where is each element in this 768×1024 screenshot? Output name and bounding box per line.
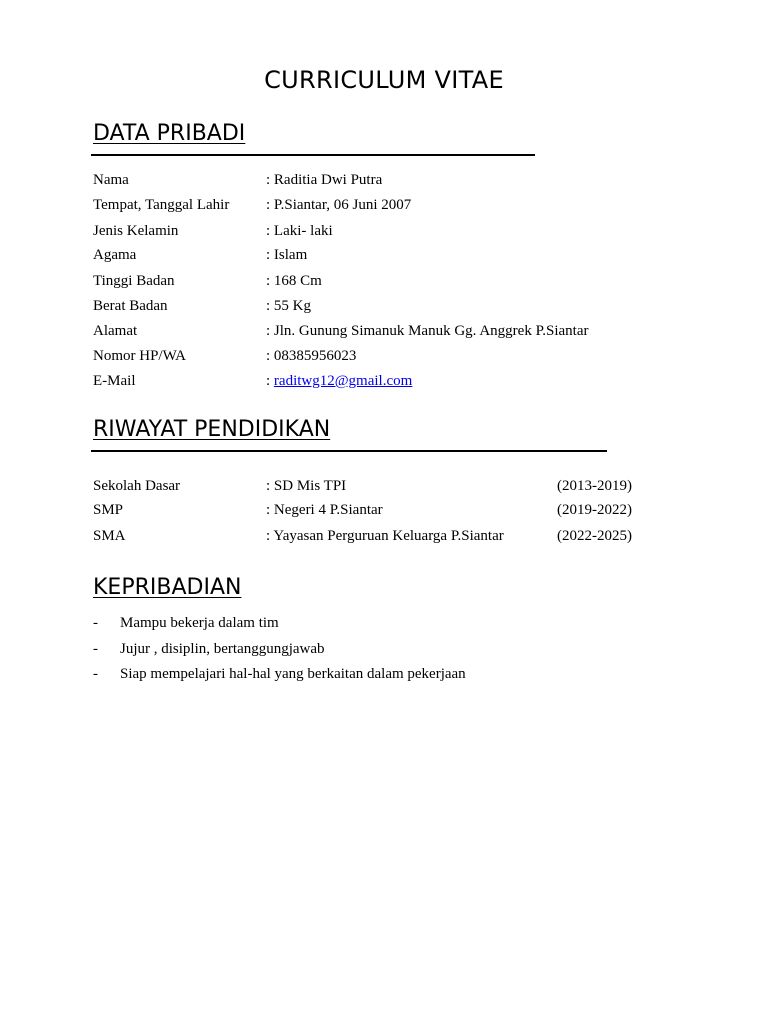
field-value (266, 372, 412, 390)
document-title: CURRICULUM VITAE (264, 66, 504, 94)
field-value: : 55 Kg (266, 298, 311, 314)
bullet-dash: - (93, 615, 98, 631)
field-label: Tempat, Tanggal Lahir (93, 197, 230, 213)
field-value: : Islam (266, 247, 308, 263)
field-label: E-Mail (93, 373, 136, 389)
field-label: Berat Badan (93, 298, 168, 314)
field-label: Tinggi Badan (93, 273, 175, 289)
list-item-text: Siap mempelajari hal-hal yang berkaitan dalam pekerjaan (120, 666, 466, 682)
bullet-dash: - (93, 641, 98, 657)
field-value: : P.Siantar, 06 Juni 2007 (266, 197, 412, 213)
field-value: : 08385956023 (266, 348, 357, 364)
education-level: Sekolah Dasar (93, 478, 181, 494)
field-value: : Jln. Gunung Simanuk Manuk Gg. Anggrek P.Siantar (266, 323, 589, 339)
bullet-dash: - (93, 666, 98, 682)
field-value: : Laki- laki (266, 223, 333, 239)
email-link[interactable]: raditwg12@gmail.com (273, 373, 413, 389)
education-level: SMP (93, 502, 124, 518)
field-value: : Raditia Dwi Putra (266, 172, 383, 188)
education-level: SMA (93, 528, 126, 544)
list-item-text: Mampu bekerja dalam tim (120, 615, 279, 631)
field-label: Agama (93, 247, 137, 263)
field-label: Jenis Kelamin (93, 223, 179, 239)
section-divider (91, 450, 607, 452)
section-divider (91, 154, 535, 156)
section-heading-education: RIWAYAT PENDIDIKAN (93, 417, 331, 442)
education-school: : Negeri 4 P.Siantar (266, 502, 383, 518)
field-label: Alamat (93, 323, 138, 339)
education-school: : SD Mis TPI (266, 478, 347, 494)
field-value: : 168 Cm (266, 273, 322, 289)
field-label: Nomor HP/WA (93, 348, 186, 364)
email-colon: : (266, 373, 274, 389)
field-label: Nama (93, 172, 129, 188)
education-years: (2013-2019) (557, 478, 632, 494)
education-school: : Yayasan Perguruan Keluarga P.Siantar (266, 528, 504, 544)
education-years: (2019-2022) (557, 502, 632, 518)
education-years: (2022-2025) (557, 528, 632, 544)
section-heading-personality: KEPRIBADIAN (93, 575, 242, 600)
list-item-text: Jujur , disiplin, bertanggungjawab (120, 641, 325, 657)
section-heading-personal: DATA PRIBADI (93, 121, 246, 146)
